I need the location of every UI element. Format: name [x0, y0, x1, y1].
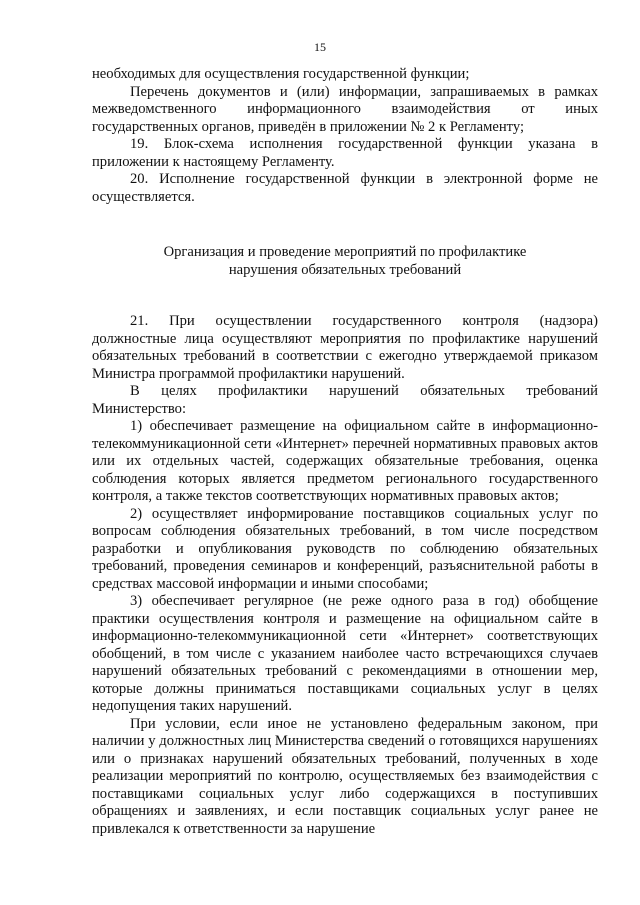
paragraph-20: 20. Исполнение государственной функции в электронной форме не осуществляется. [92, 171, 598, 205]
paragraph-prevention-intro: В целях профилактики нарушений обязательных требований Министерство: [92, 383, 598, 417]
paragraph-19: 19. Блок-схема исполнения государственной функции указана в приложении к настоящему Регламенту. [92, 136, 598, 170]
page-number: 15 [314, 40, 326, 54]
section-heading [92, 244, 598, 279]
paragraph-21: 21. При осуществлении государственного контроля (надзора) должностные лица осуществляют мероприятия по профилактике нарушений обязательных требований в соответствии с ежегодно утверждаемой приказом Министра программой профилактики нарушений. [92, 313, 598, 382]
section-heading-line-1: Организация и проведение мероприятий по профилактике [163, 244, 527, 260]
list-item-1: 1) обеспечивает размещение на официальном сайте в информационно-телекоммуникационной сети «Интернет» перечней нормативных правовых актов или их отдельных частей, содержащих обязательные требования, оценка соблюдения которых является предметом регионального государственного контроля, а также текстов соответствующих нормативных правовых актов; [92, 418, 598, 504]
paragraph-continuation: необходимых для осуществления государственной функции; [92, 66, 470, 82]
paragraph-documents-list: Перечень документов и (или) информации, запрашиваемых в рамках межведомственного информационного взаимодействия от иных государственных органов, приведён в приложении № 2 к Регламенту; [92, 83, 598, 135]
paragraph-conditions: При условии, если иное не установлено федеральным законом, при наличии у должностных лиц Министерства сведений о готовящихся нарушениях или о признаках нарушений обязательных требований, полученных в ходе реализации мероприятий по контролю, осуществляемых без взаимодействия с поставщиками социальных услуг либо содержащихся в поступивших обращениях и заявлениях, и если поставщик социальных услуг ранее не привлекался к ответственности за нарушение [92, 715, 598, 837]
document-body [92, 66, 598, 838]
list-item-2: 2) осуществляет информирование поставщиков социальных услуг по вопросам соблюдения обязательных требований, в том числе посредством разработки и опубликования руководств по соблюдению обязательных требований, проведения семинаров и конференций, разъяснительной работы в средствах массовой информации и иными способами; [92, 505, 598, 592]
section-heading-line-2: нарушения обязательных требований [228, 261, 462, 278]
list-item-3: 3) обеспечивает регулярное (не реже одного раза в год) обобщение практики осуществления контроля и размещение на официальном сайте в информационно-телекоммуникационной сети «Интернет» соответствующих обобщений, в том числе с указанием наиболее часто встречающихся случаев нарушений обязательных требований с рекомендациями в отношении мер, которые должны приниматься поставщиками социальных услуг в целях недопущения таких нарушений. [92, 593, 598, 714]
